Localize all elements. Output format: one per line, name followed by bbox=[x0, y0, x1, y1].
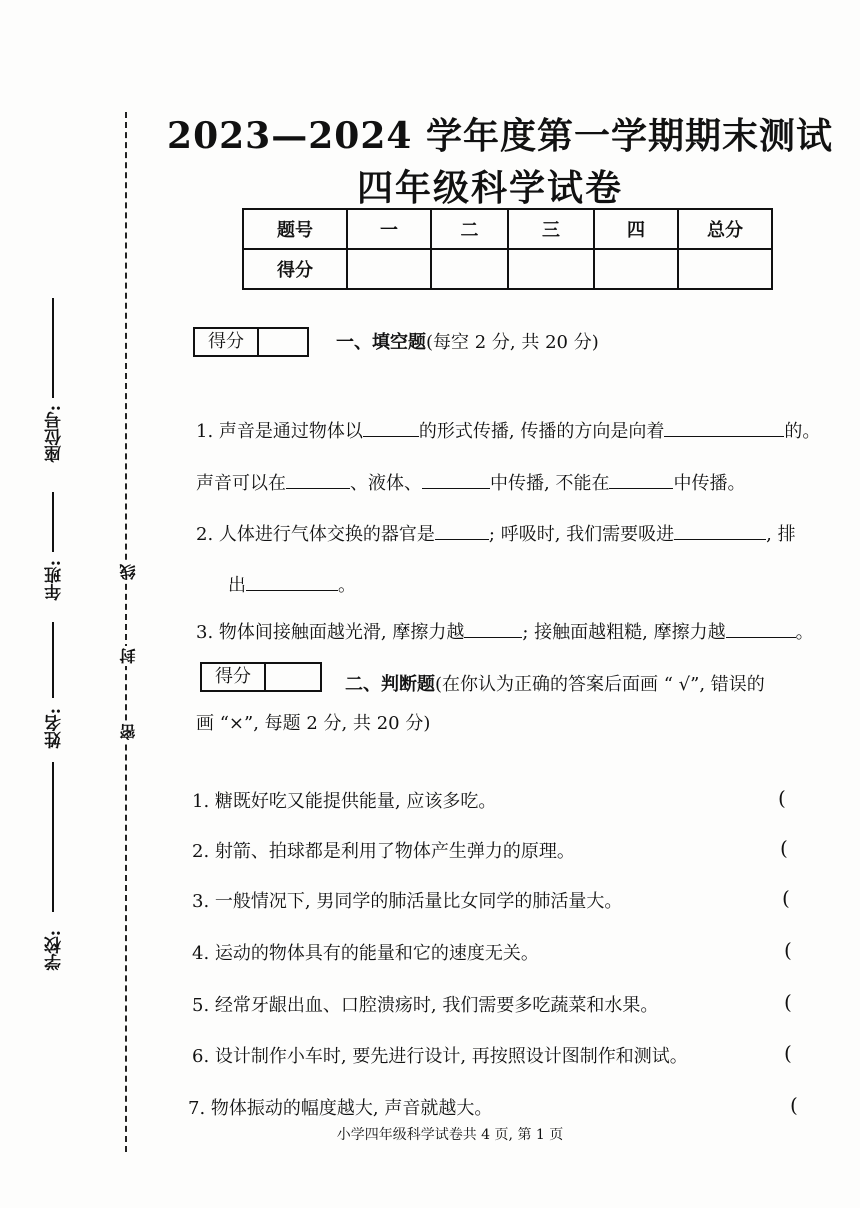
q1b-end: 中传播。 bbox=[673, 473, 746, 494]
bind-char-mi: 密 bbox=[119, 724, 138, 740]
answer-paren-6[interactable]: ( bbox=[784, 1041, 792, 1065]
judgement-item-6: 6. 设计制作小车时, 要先进行设计, 再按照设计图制作和测试。 bbox=[192, 1046, 688, 1067]
q3-pre: 3. 物体间接触面越光滑, 摩擦力越 bbox=[196, 622, 465, 643]
page-footer: 小学四年级科学试卷共 4 页, 第 1 页 bbox=[336, 1127, 564, 1143]
answer-paren-3[interactable]: ( bbox=[782, 886, 790, 910]
question-2a bbox=[196, 519, 796, 549]
judgement-item-3: 3. 一般情况下, 男同学的肺活量比女同学的肺活量大。 bbox=[192, 891, 623, 912]
score-cell[interactable] bbox=[347, 249, 431, 289]
score-header-cell: 二 bbox=[431, 209, 508, 249]
section2-note-line1: (在你认为正确的答案后面画 “ √”, 错误的 bbox=[435, 674, 765, 695]
score-table-header-row bbox=[243, 209, 772, 249]
answer-blank[interactable] bbox=[422, 468, 490, 489]
score-header-cell: 题号 bbox=[243, 209, 347, 249]
answer-blank[interactable] bbox=[286, 468, 350, 489]
exam-title: 2023—2024 学年度第一学期期末测试 bbox=[167, 115, 833, 157]
q2b-pre: 出 bbox=[228, 575, 246, 596]
answer-blank[interactable] bbox=[609, 468, 673, 489]
exam-subtitle: 四年级科学试卷 bbox=[356, 167, 623, 209]
binding-dashed-line bbox=[125, 112, 127, 1152]
answer-blank[interactable] bbox=[435, 519, 489, 540]
section2-score-box bbox=[200, 662, 322, 692]
name-line bbox=[52, 762, 54, 912]
answer-blank[interactable] bbox=[464, 617, 522, 638]
answer-blank[interactable] bbox=[674, 519, 766, 540]
section1-score-label: 得分 bbox=[195, 329, 259, 355]
score-cell[interactable] bbox=[431, 249, 508, 289]
seat-label: 座位号: bbox=[45, 405, 65, 463]
judgement-item-5: 5. 经常牙龈出血、口腔溃疡时, 我们需要多吃蔬菜和水果。 bbox=[192, 995, 659, 1016]
section2-title: 二、判断题 bbox=[345, 674, 435, 695]
class-label: 年班: bbox=[45, 560, 65, 601]
section1-title: 一、填空题 bbox=[336, 332, 426, 353]
q1a-mid: 的形式传播, 传播的方向是向着 bbox=[418, 421, 665, 442]
score-cell[interactable] bbox=[678, 249, 772, 289]
answer-paren-5[interactable]: ( bbox=[784, 990, 792, 1014]
class-line-b bbox=[52, 622, 54, 698]
judgement-item-7: 7. 物体振动的幅度越大, 声音就越大。 bbox=[188, 1098, 493, 1119]
answer-blank[interactable] bbox=[246, 570, 338, 591]
answer-paren-2[interactable]: ( bbox=[780, 836, 788, 860]
q2b-end: 。 bbox=[338, 575, 356, 596]
score-header-cell: 三 bbox=[508, 209, 594, 249]
score-cell[interactable] bbox=[508, 249, 594, 289]
school-label: 学校: bbox=[45, 930, 65, 971]
section1-note: (每空 2 分, 共 20 分) bbox=[426, 332, 599, 353]
answer-blank[interactable] bbox=[363, 416, 419, 437]
answer-blank[interactable] bbox=[726, 617, 796, 638]
q1a-pre: 1. 声音是通过物体以 bbox=[196, 421, 363, 442]
score-table bbox=[242, 208, 773, 290]
section1-score-box bbox=[193, 327, 309, 357]
question-1a bbox=[196, 416, 820, 446]
answer-paren-1[interactable]: ( bbox=[778, 786, 786, 810]
q1b-pre: 声音可以在 bbox=[196, 473, 286, 494]
section2-score-label: 得分 bbox=[202, 664, 266, 690]
q2a-pre: 2. 人体进行气体交换的器官是 bbox=[196, 524, 435, 545]
q3-mid: ; 接触面越粗糙, 摩擦力越 bbox=[522, 622, 726, 643]
judgement-item-4: 4. 运动的物体具有的能量和它的速度无关。 bbox=[192, 943, 539, 964]
question-3 bbox=[196, 617, 814, 647]
section2-heading bbox=[345, 670, 765, 696]
q3-end: 。 bbox=[795, 622, 814, 643]
section2-note-line2: 画 “×”, 每题 2 分, 共 20 分) bbox=[196, 713, 431, 734]
q2a-mid: ; 呼吸时, 我们需要吸进 bbox=[488, 524, 675, 545]
score-header-cell: 总分 bbox=[678, 209, 772, 249]
score-table-score-row bbox=[243, 249, 772, 289]
seat-line bbox=[52, 298, 54, 398]
section2-score-value[interactable] bbox=[266, 664, 320, 690]
bind-char-feng: 封 bbox=[119, 648, 138, 664]
q1a-end: 的。 bbox=[784, 421, 821, 442]
q1b-mid1: 、液体、 bbox=[350, 473, 422, 494]
section1-heading bbox=[336, 328, 599, 354]
score-header-cell: 一 bbox=[347, 209, 431, 249]
judgement-item-2: 2. 射箭、拍球都是利用了物体产生弹力的原理。 bbox=[192, 841, 575, 862]
judgement-item-1: 1. 糖既好吃又能提供能量, 应该多吃。 bbox=[192, 791, 497, 812]
question-2b bbox=[228, 570, 356, 600]
bind-char-xian: 线 bbox=[119, 564, 138, 580]
name-label: 姓名: bbox=[45, 708, 65, 749]
section1-score-value[interactable] bbox=[259, 329, 307, 355]
q2a-end: , 排 bbox=[766, 524, 796, 545]
answer-paren-7[interactable]: ( bbox=[790, 1093, 798, 1117]
question-1b bbox=[196, 468, 745, 498]
class-line-a bbox=[52, 492, 54, 552]
answer-blank[interactable] bbox=[664, 416, 784, 437]
score-header-cell: 四 bbox=[594, 209, 678, 249]
answer-paren-4[interactable]: ( bbox=[784, 938, 792, 962]
score-cell[interactable] bbox=[594, 249, 678, 289]
q1b-mid2: 中传播, 不能在 bbox=[490, 473, 610, 494]
score-row-label: 得分 bbox=[243, 249, 347, 289]
